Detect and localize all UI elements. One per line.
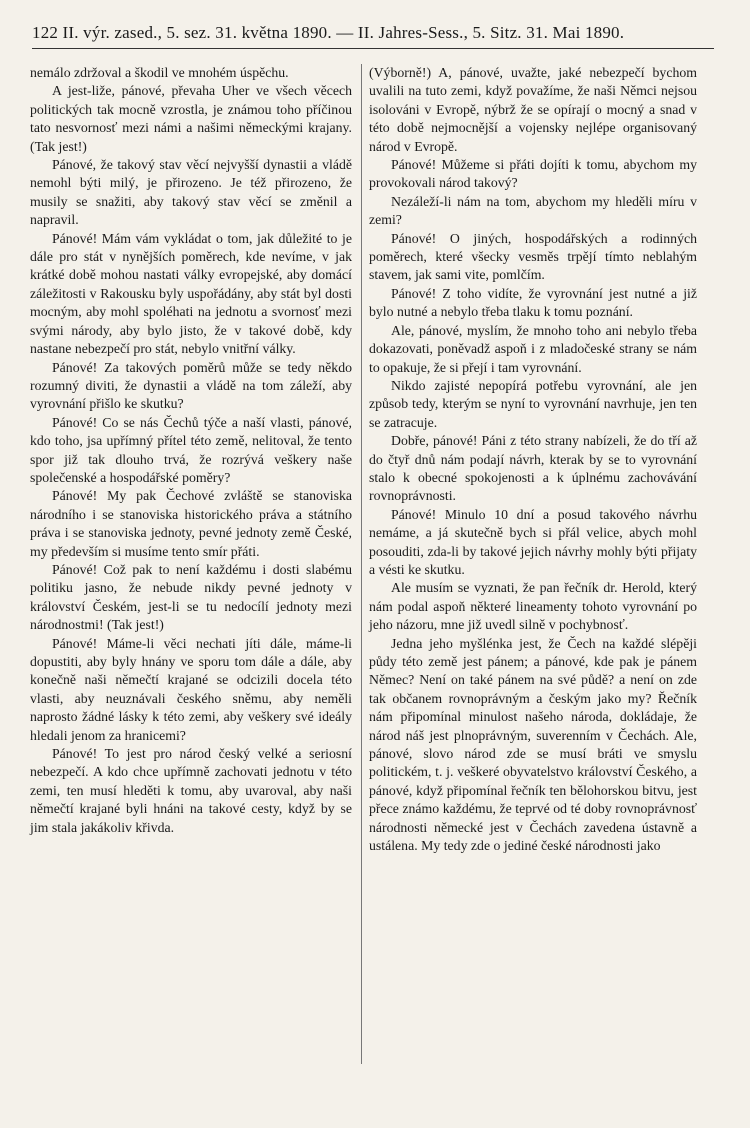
paragraph: (Výborně!) A, pánové, uvažte, jaké nebezpečí bychom uvalili na tuto zemi, když považíme, že naši Němci nejsou isolováni v Evropě, nýbrž že se opírají o mocný a snad v této době nejmocnější a vojensky nejlépe organisovaný národ v Evropě. [369,65,697,154]
paragraph: Jedna jeho myšlénka jest, že Čech na každé slépěji půdy této země jest pánem; a pánové, kde pak je pánem Němec? Není on také pánem na své půdě? a není on zde tak občanem rovnoprávným a českým jako my? Řečník nám připomínal minulost našeho národa, dokládaje, že národ náš jest plnoprávným, suverenním v Čechách. Ale, pánové, slovo národ zde se musí bráti ve smyslu politickém, t. j. veškeré obyvatelstvo království Českého, a pánové, když připomínal řečník ten bělohorskou bitvu, jest přece známo každému, že teprvé od té doby rovnoprávnosť národnosti německé jest v Čechách zavedena ústavně a ustálena. My tedy zde o jediné české národnosti jako [369,635,697,854]
column-divider [361,64,362,1064]
paragraph: Pánové! My pak Čechové zvláště se stanoviska národního i se stanoviska historického práva a státního práva i se stanoviska jednoty, pevné jednoty země České, my především si musíme tento smír přáti. [30,488,352,559]
right-column [369,64,697,855]
paragraph: Pánové! Mám vám vykládat o tom, jak důležité to je dále pro stát v nynějších poměrech, kde nevíme, v jak krátké době mohou nastati války evropejské, aby domácí záležitosti v Rakousku byly uspořádány, aby stát byl dosti mocným, aby mohl spoléhati na jednotu a svornosť mezi svými národy, aby bylo jisto, že v takové době, kdy nastane nebezpečí pro stát, nebylo vnitřní války. [30,230,352,357]
paragraph: Pánové! Máme-li věci nechati jíti dále, máme-li dopustiti, aby byly hnány ve sporu tom dále a dále, aby konečně naši němečtí krajané se odcizili docela této vlasti, aby neuznávali českého sněmu, aby neměli naprosto žádné lásky k této zemi, aby veškery své ideály hledali jenom za hranicemi? [30,635,352,743]
paragraph: Pánové! Což pak to není každému i dosti slabému politiku jasno, že nebude nikdy pevné jednoty v království Českém, jest-li se tu nedocílí jednoty mezi národnostmi! (Tak jest!) [30,561,352,633]
paragraph: Pánové! Za takových poměrů může se tedy někdo rozumný diviti, že dynastii a vládě na tom záleží, aby vyrovnání přišlo ke skutku? [30,359,352,412]
paragraph: Ale musím se vyznati, že pan řečník dr. Herold, který nám podal aspoň některé lineamenty tohoto vyrovnání po jeho názoru, mne již uvedl silně v pochybnosť. [369,580,697,633]
left-column [30,64,352,837]
paragraph: Ale, pánové, myslím, že mnoho toho ani nebylo třeba dokazovati, poněvadž aspoň i z mladočeské strany se nám to opakuje, že si přejí i tam vyrovnání. [369,322,697,375]
header-rule [32,48,714,49]
paragraph: Nikdo zajisté nepopírá potřebu vyrovnání, ale jen způsob tedy, kterým se nyní to vyrovnání navrhuje, jen ten se zatracuje. [369,377,697,430]
running-head: 122 II. výr. zased., 5. sez. 31. května 1890. — II. Jahres-Sess., 5. Sitz. 31. Mai 1890. [32,23,625,42]
paragraph: Pánové! Minulo 10 dní a posud takového návrhu nemáme, a já skutečně bych si přál velice, abych mohl posouditi, zda-li by takové jejich návrhy mohly býti přijaty a vésti ke skutku. [369,506,697,577]
paragraph: Dobře, pánové! Páni z této strany nabízeli, že do tří až do čtyř dnů nám podají návrh, kterak by se to vyrovnání stalo k obecné spokojenosti a k úplnému zachovávání rovnoprávnosti. [369,433,697,504]
paragraph: Nezáleží-li nám na tom, abychom my hleděli míru v zemi? [369,193,697,228]
paragraph: nemálo zdržoval a škodil ve mnohém úspěchu. [30,65,289,80]
paragraph: A jest-liže, pánové, převaha Uher ve všech věcech politických tak mocně vzrostla, je známou toho příčinou tato nesvornosť mezi námi a našimi německými krajany. (Tak jest!) [30,83,352,154]
paragraph: Pánové, že takový stav věcí nejvyšší dynastii a vládě nemohl býti milý, je přirozeno. Je též přirozeno, že musily se snažiti, aby takový stav věcí se změnil a napravil. [30,157,352,228]
paragraph: Pánové! O jiných, hospodářských a rodinných poměrech, které všecky vesměs trpějí tímto neblahým stavem, jak sami vite, pomlčím. [369,230,697,283]
paragraph: Pánové! Co se nás Čechů týče a naší vlasti, pánové, kdo toho, jsa upřímný přítel této země, nelitoval, že tento spor již tak dlouho trvá, že rozrývá veškery naše společenské a hospodářské poměry? [30,414,352,485]
paragraph: Pánové! Můžeme si přáti dojíti k tomu, abychom my provokovali národ takový? [369,157,697,191]
paragraph: Pánové! To jest pro národ český velké a seriosní nebezpečí. A kdo chce upřímně zachovati jednotu v této zemi, ten musí hleděti k tomu, aby uvaroval, aby naši němečtí krajané byli hnáni na takové cesty, když by se jim stala jakákoliv křivda. [30,746,352,835]
paragraph: Pánové! Z toho vidíte, že vyrovnání jest nutné a již bylo nutné a nebylo třeba tlaku k tomu poznání. [369,285,697,320]
